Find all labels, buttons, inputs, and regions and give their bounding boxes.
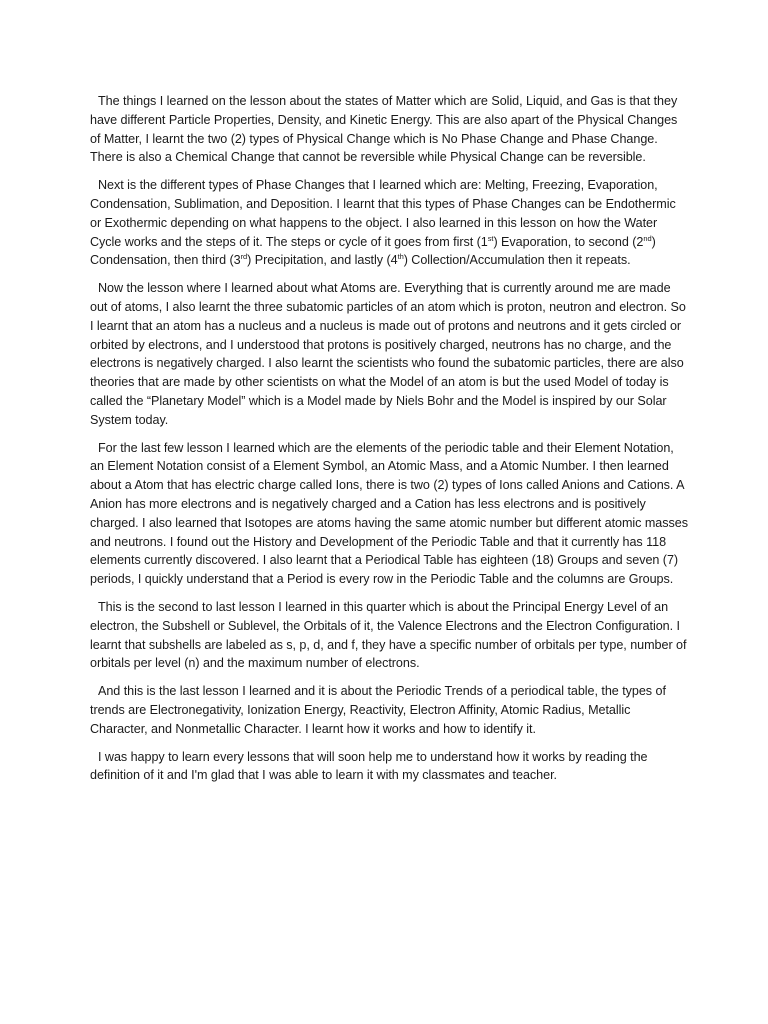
- paragraph-text: ) Condensation, then third (3: [90, 234, 656, 268]
- paragraph-5: [90, 598, 690, 673]
- paragraph-text: I was happy to learn every lessons that will soon help me to understand how it works by reading the definition of it and I'm glad that I was able to learn it with my classmates and teacher.: [90, 749, 648, 783]
- paragraph-2: [90, 176, 690, 270]
- paragraph-6: [90, 682, 690, 738]
- paragraph-text: For the last few lesson I learned which are the elements of the periodic table and their Element Notation, an Element Notation consist of a Element Symbol, an Atomic Mass, and a Atomic Number. I then learned about a Atom that has electric charge called Ions, there is two (2) types of Ions called Anions and Cations. A Anion has more electrons and is negatively charged and a Cation has less electrons and is positively charged. I also learned that Isotopes are atoms having the same atomic number but different atomic masses and neutrons. I found out the History and Development of the Periodic Table and that it currently has 118 elements currently discovered. I also learnt that a Periodical Table has eighteen (18) Groups and seven (7) periods, I quickly understand that a Period is every row in the Periodic Table and the columns are Groups.: [90, 440, 688, 587]
- paragraph-text: Now the lesson where I learned about what Atoms are. Everything that is currently around me are made out of atoms, I also learnt the three subatomic particles of an atom which is proton, neutron and electron. So I learnt that an atom has a nucleus and a nucleus is made out of protons and neutrons and it gets circled or orbited by electrons, and I understood that protons is positively charged, neutrons has no charge, and the electrons is negatively charged. I also learnt the scientists who found the subatomic particles, there are also theories that are made by other scientists on what the Model of an atom is but the used Model of today is called the “Planetary Model” which is a Model made by Niels Bohr and the Model is inspired by our Solar System today.: [90, 281, 686, 427]
- ordinal-superscript: st: [487, 233, 494, 243]
- paragraph-text: This is the second to last lesson I learned in this quarter which is about the Principal Energy Level of an electron, the Subshell or Sublevel, the Orbitals of it, the Valence Electrons and the Electron Configuration. I learnt that subshells are labeled as s, p, d, and f, they have a specific number of orbitals per type, number of orbitals per level (n) and the maximum number of electrons.: [90, 599, 687, 671]
- paragraph-text: Next is the different types of Phase Changes that I learned which are: Melting, Freezing, Evaporation, Condensation, Sublimation, and Deposition. I learnt that this types of Phase Changes can be Endothermic or Exothermic depending on what happens to the object. I also learned in this lesson on how the Water Cycle works and the steps of it. The steps or cycle of it goes from first (1: [90, 178, 676, 249]
- paragraph-text: And this is the last lesson I learned and it is about the Periodic Trends of a periodical table, the types of trends are Electronegativity, Ionization Energy, Reactivity, Electron Affinity, Atomic Radius, Metallic Character, and Nonmetallic Character. I learnt how it works and how to identify it.: [90, 684, 666, 736]
- paragraph-text: The things I learned on the lesson about the states of Matter which are Solid, Liquid, and Gas is that they have different Particle Properties, Density, and Kinetic Energy. This are also apart of the Physical Changes of Matter, I learnt the two (2) types of Physical Change which is No Phase Change and Phase Change. There is also a Chemical Change that cannot be reversible while Physical Change can be reversible.: [90, 94, 678, 165]
- document-body: [90, 92, 690, 794]
- paragraph-7: [90, 748, 690, 786]
- ordinal-superscript: nd: [643, 233, 652, 243]
- paragraph-text: ) Evaporation, to second (2: [493, 234, 644, 249]
- ordinal-superscript: rd: [240, 252, 248, 262]
- ordinal-superscript: th: [397, 252, 404, 262]
- paragraph-3: [90, 279, 690, 429]
- paragraph-text: ) Collection/Accumulation then it repeats.: [403, 253, 631, 268]
- paragraph-text: ) Precipitation, and lastly (4: [247, 253, 398, 268]
- paragraph-4: [90, 439, 690, 589]
- paragraph-1: [90, 92, 690, 167]
